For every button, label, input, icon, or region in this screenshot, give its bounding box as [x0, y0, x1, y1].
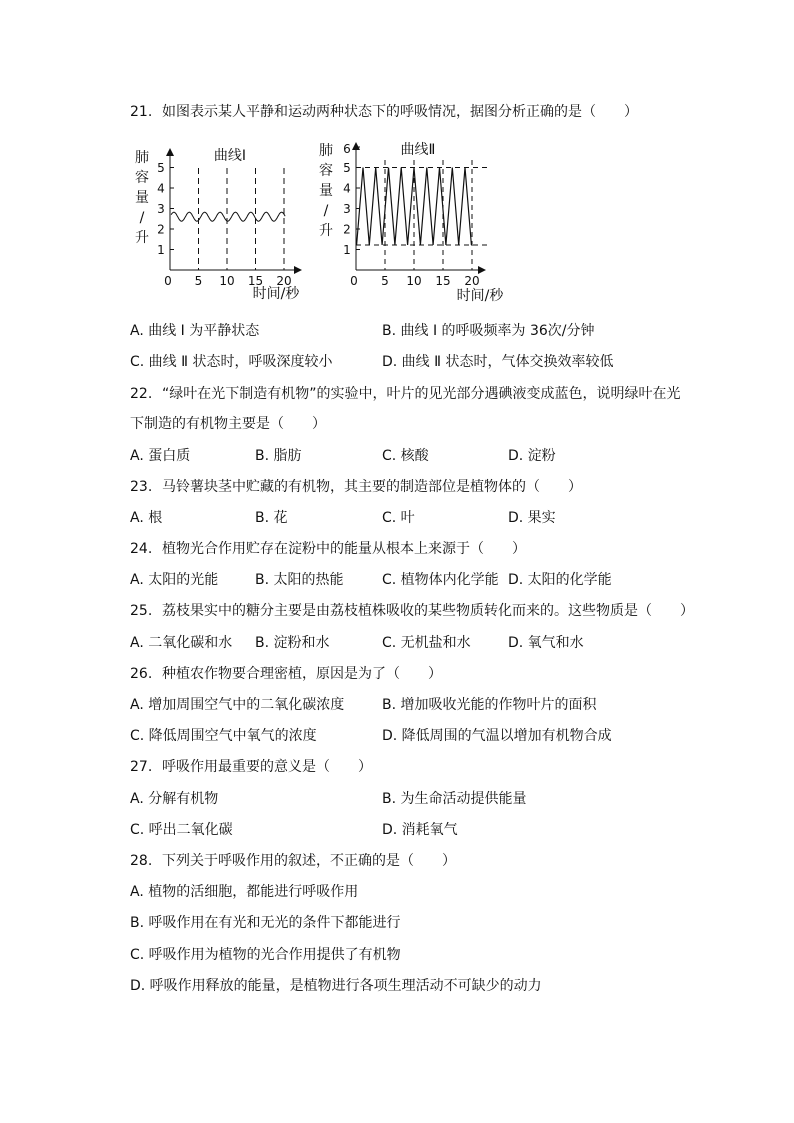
question-text: 如图表示某人平静和运动两种状态下的呼吸情况，据图分析正确的是（ ）	[162, 104, 638, 120]
q24-option-d[interactable]: D. 太阳的化学能	[508, 572, 612, 588]
q21-option-b[interactable]: B. 曲线 I 的呼吸频率为 36次/分钟	[382, 323, 595, 339]
q27-option-a[interactable]: A. 分解有机物	[130, 791, 219, 807]
right-x-ticks	[350, 274, 479, 288]
xtick-label: 20	[276, 274, 292, 288]
question-25-stem	[130, 602, 694, 620]
question-number: 27.	[130, 759, 153, 775]
question-number: 24.	[130, 541, 153, 557]
ylabel-char: 肺	[135, 150, 149, 166]
left-chart	[157, 147, 300, 302]
right-xlabel: 时间/秒	[456, 288, 504, 304]
q26-option-c[interactable]: C. 降低周围空气中氧气的浓度	[130, 728, 317, 744]
q28-option-a[interactable]: A. 植物的活细胞，都能进行呼吸作用	[130, 884, 359, 900]
q25-option-d[interactable]: D. 氧气和水	[508, 635, 584, 651]
q23-option-c[interactable]: C. 叶	[382, 510, 415, 526]
question-number: 22.	[130, 386, 153, 402]
ylabel-char: 升	[319, 223, 333, 239]
xtick-label: 15	[247, 274, 264, 288]
q28-option-c[interactable]: C. 呼吸作用为植物的光合作用提供了有机物	[130, 947, 401, 963]
xtick-label: 5	[194, 274, 203, 288]
q27-option-d[interactable]: D. 消耗氧气	[382, 822, 458, 838]
ytick-label: 1	[157, 243, 165, 257]
q26-option-a[interactable]: A. 增加周围空气中的二氧化碳浓度	[130, 697, 345, 713]
ytick-label: 1	[343, 243, 351, 257]
q24-option-a[interactable]: A. 太阳的光能	[130, 572, 219, 588]
ylabel-char: /	[139, 210, 145, 226]
q28-option-d[interactable]: D. 呼吸作用释放的能量，是植物进行各项生理活动不可缺少的动力	[130, 978, 542, 994]
ytick-label: 3	[343, 202, 351, 216]
question-number: 21.	[130, 104, 153, 120]
question-21-stem	[130, 103, 638, 121]
ylabel-char: 容	[319, 163, 333, 179]
q27-option-c[interactable]: C. 呼出二氧化碳	[130, 822, 233, 838]
question-22-stem	[130, 385, 681, 403]
xtick-label: 15	[435, 274, 451, 288]
ytick-label: 2	[157, 222, 165, 237]
xtick-label: 10	[219, 274, 235, 288]
q22-option-d[interactable]: D. 淀粉	[508, 448, 556, 464]
q22-option-a[interactable]: A. 蛋白质	[130, 448, 191, 464]
q22-option-c[interactable]: C. 核酸	[382, 448, 429, 464]
ytick-label: 6	[343, 142, 351, 156]
q23-option-a[interactable]: A. 根	[130, 510, 163, 526]
ylabel-char: 量	[319, 183, 333, 199]
ytick-label: 2	[343, 222, 351, 237]
xtick-label: 5	[381, 274, 389, 288]
q27-option-b[interactable]: B. 为生命活动提供能量	[382, 791, 527, 807]
q23-option-b[interactable]: B. 花	[255, 510, 288, 526]
ylabel-char: 量	[135, 190, 149, 206]
question-text: 马铃薯块茎中贮藏的有机物，其主要的制造部位是植物体的（ ）	[162, 479, 582, 495]
right-chart	[343, 141, 504, 304]
xtick-label: 10	[406, 274, 422, 288]
question-number: 26.	[130, 666, 153, 682]
xtick-label: 20	[464, 274, 480, 288]
q26-option-b[interactable]: B. 增加吸收光能的作物叶片的面积	[382, 697, 597, 713]
question-text: 荔枝果实中的糖分主要是由荔枝植株吸收的某些物质转化而来的。这些物质是（ ）	[162, 603, 694, 619]
question-text: 植物光合作用贮存在淀粉中的能量从根本上来源于（ ）	[162, 541, 526, 557]
question-number: 25.	[130, 603, 153, 619]
xtick-label: 0	[350, 274, 358, 288]
left-y-ticks	[157, 161, 174, 257]
question-27-stem	[130, 758, 372, 776]
q25-option-a[interactable]: A. 二氧化碳和水	[130, 635, 233, 651]
ylabel-char: 升	[135, 230, 149, 246]
left-xlabel: 时间/秒	[252, 286, 300, 302]
ytick-label: 4	[343, 181, 351, 196]
ylabel-char: 容	[135, 170, 149, 186]
q22-option-b[interactable]: B. 脂肪	[255, 448, 302, 464]
curve-2-title: 曲线Ⅱ	[400, 142, 436, 158]
question-22-stem-cont: 下制造的有机物主要是（ ）	[130, 416, 326, 432]
question-text: 呼吸作用最重要的意义是（ ）	[162, 759, 372, 775]
q21-option-c[interactable]: C. 曲线 Ⅱ 状态时，呼吸深度较小	[130, 354, 333, 370]
q26-option-d[interactable]: D. 降低周围的气温以增加有机物合成	[382, 728, 612, 744]
question-24-stem	[130, 540, 526, 558]
q23-option-d[interactable]: D. 果实	[508, 510, 556, 526]
q21-option-d[interactable]: D. 曲线 Ⅱ 状态时，气体交换效率较低	[382, 354, 614, 370]
question-28-stem	[130, 852, 456, 870]
question-number: 28.	[130, 853, 153, 869]
ytick-label: 5	[157, 161, 165, 175]
question-text: “绿叶在光下制造有机物”的实验中，叶片的见光部分遇碘液变成蓝色，说明绿叶在光	[162, 386, 681, 402]
ylabel-char: 肺	[319, 143, 333, 159]
question-text: 种植农作物要合理密植，原因是为了（ ）	[162, 666, 442, 682]
curve-1-title: 曲线Ⅰ	[213, 148, 247, 164]
breathing-figure	[130, 138, 510, 308]
curve-1-line	[171, 212, 285, 221]
question-text: 下列关于呼吸作用的叙述，不正确的是（ ）	[162, 853, 456, 869]
q25-option-b[interactable]: B. 淀粉和水	[255, 635, 330, 651]
ytick-label: 4	[157, 181, 165, 196]
q25-option-c[interactable]: C. 无机盐和水	[382, 635, 471, 651]
right-gridlines	[356, 160, 488, 270]
question-number: 23.	[130, 479, 153, 495]
curves-svg	[130, 138, 510, 308]
ytick-label: 3	[157, 202, 165, 216]
question-23-stem	[130, 478, 582, 496]
q21-option-a[interactable]: A. 曲线 I 为平静状态	[130, 323, 260, 339]
q24-option-c[interactable]: C. 植物体内化学能	[382, 572, 499, 588]
ytick-label: 5	[343, 161, 351, 175]
q28-option-b[interactable]: B. 呼吸作用在有光和无光的条件下都能进行	[130, 915, 401, 931]
xtick-label: 0	[164, 274, 172, 288]
question-26-stem	[130, 665, 442, 683]
ylabel-char: /	[323, 203, 329, 219]
q24-option-b[interactable]: B. 太阳的热能	[255, 572, 344, 588]
